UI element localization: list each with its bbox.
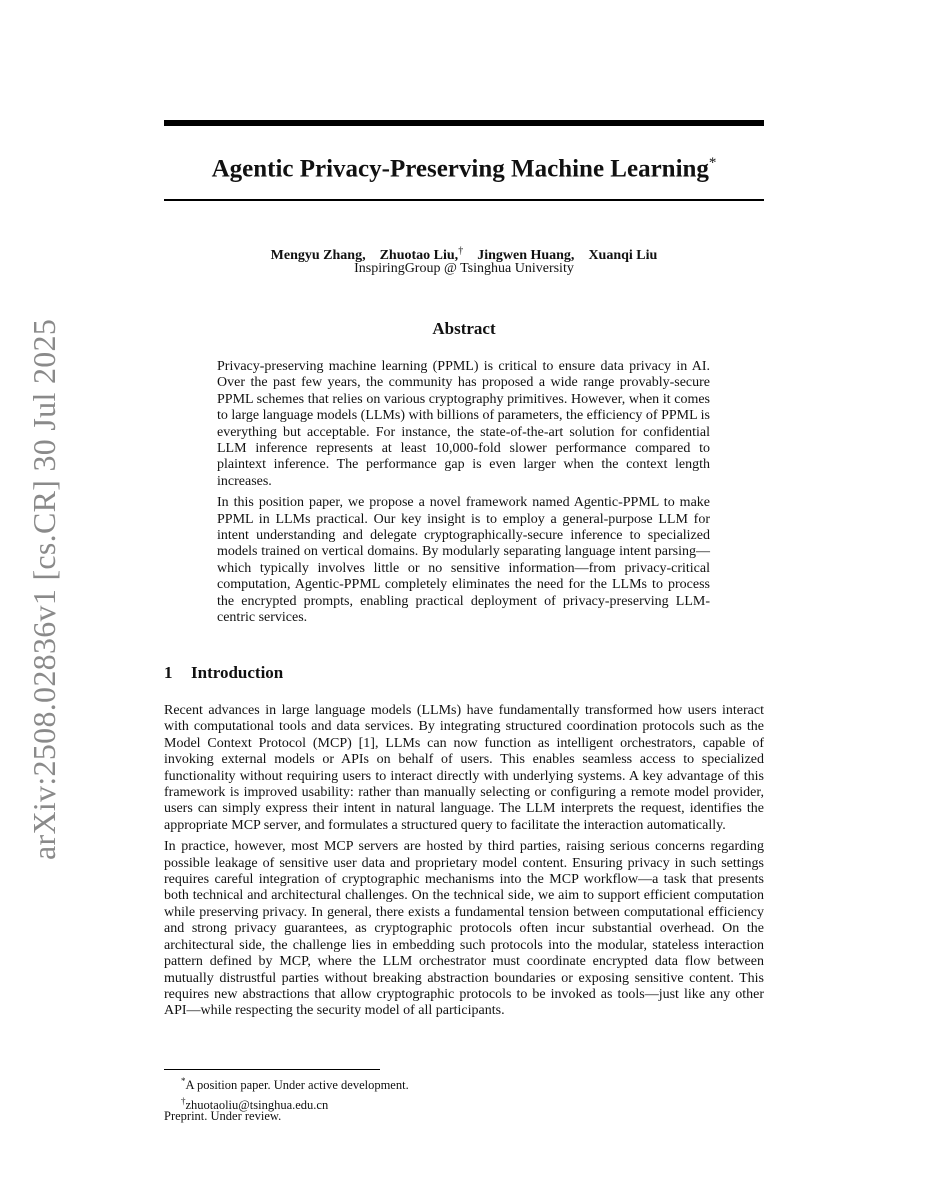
footnote-text: zhuotaoliu@tsinghua.edu.cn xyxy=(185,1098,329,1113)
abstract-heading: Abstract xyxy=(432,319,496,338)
introduction-body xyxy=(164,703,764,1025)
footnote xyxy=(164,1073,764,1093)
section-number: 1 xyxy=(164,663,173,682)
author-name-text: Mengyu Zhang, xyxy=(270,247,366,263)
abstract-body xyxy=(217,359,710,632)
author-footnote-mark: † xyxy=(458,245,464,256)
title-footnote-mark: * xyxy=(708,155,717,171)
abstract-paragraph: Privacy-preserving machine learning (PPML) is critical to ensure data privacy in AI. Over the past few years, the community has proposed a wide range provably-secure PPML schemes that relies on various cryptography primitives. However, when it comes to large language models (LLMs) with billions of parameters, the efficiency of PPML is everything but acceptable. For instance, the state-of-the-art solution for confidential LLM inference represents at least 10,000-fold slower performance compared to plaintext inference. The performance gap is even larger when the context length increases. xyxy=(217,359,710,489)
arxiv-sidebar-stamp xyxy=(22,318,66,860)
body-paragraph: Recent advances in large language models (LLMs) have fundamentally transformed how users interact with computational tools and data services. By integrating structured coordination protocols such as the Model Context Protocol (MCP) [1], LLMs can now function as intelligent orchestrators, capable of invoking external models or APIs on behalf of users. This enables seamless access to specialized functionality without requiring users to interact directly with underlying systems. A key advantage of this framework is improved usability: rather than manually selecting or configuring a remote model provider, users can simply express their intent in natural language. The LLM interprets the request, identifies the appropriate MCP server, and formulates a structured query to facilitate the interaction automatically. xyxy=(164,703,764,833)
paper-title xyxy=(164,146,764,186)
body-paragraph: In practice, however, most MCP servers are hosted by third parties, raising serious concerns regarding possible leakage of sensitive user data and proprietary model content. Ensuring privacy in such settings requires careful integration of cryptographic mechanisms into the MCP workflow—a task that presents both technical and architectural challenges. On the technical side, we aim to support efficient computation while preserving privacy. In general, there exists a fundamental tension between computational efficiency and strong privacy guarantees, as cryptographic protocols often incur substantial overhead. On the architectural side, the challenge lies in embedding such protocols into the modular, stateless interaction pattern defined by MCP, where the LLM orchestrator must coordinate encrypted data flow between mutually distrustful parties without breaking abstraction boundaries or exposing sensitive content. This requires new abstractions that allow cryptographic protocols to be invoked as tools—just like any other API—while respecting the security model of all participants. xyxy=(164,839,764,1019)
footnote-text: A position paper. Under active development. xyxy=(185,1078,409,1093)
author-name-text: Xuanqi Liu xyxy=(588,247,658,263)
footnote-mark: † xyxy=(181,1096,186,1107)
author-name-text: Jingwen Huang, xyxy=(477,247,575,263)
paper-title-text: Agentic Privacy-Preserving Machine Learning xyxy=(211,155,709,183)
abstract-paragraph: In this position paper, we propose a novel framework named Agentic-PPML to make PPML in LLMs practical. Our key insight is to employ a general-purpose LLM for intent understanding and delegate cryptographically-secure inference to specialized models trained on vertical domains. By modularly separating language intent parsing—which typically involves little or no sensitive information—from privacy-critical computation, Agentic-PPML completely eliminates the need for the LLMs to process the encrypted prompts, enabling practical deployment of privacy-preserving LLM-centric services. xyxy=(217,495,710,626)
affiliation: InspiringGroup @ Tsinghua University xyxy=(354,261,574,276)
footnote-divider xyxy=(164,1069,380,1070)
footnote-mark: * xyxy=(181,1076,186,1086)
section-title: Introduction xyxy=(191,663,284,682)
title-bottom-rule xyxy=(164,199,764,201)
section-heading-introduction xyxy=(164,662,283,684)
arxiv-id-text: arXiv:2508.02836v1 [cs.CR] 30 Jul 2025 xyxy=(26,318,62,860)
preprint-notice: Preprint. Under review. xyxy=(164,1109,282,1123)
author-name-text: Zhuotao Liu, xyxy=(379,247,459,263)
title-top-rule xyxy=(164,120,764,126)
